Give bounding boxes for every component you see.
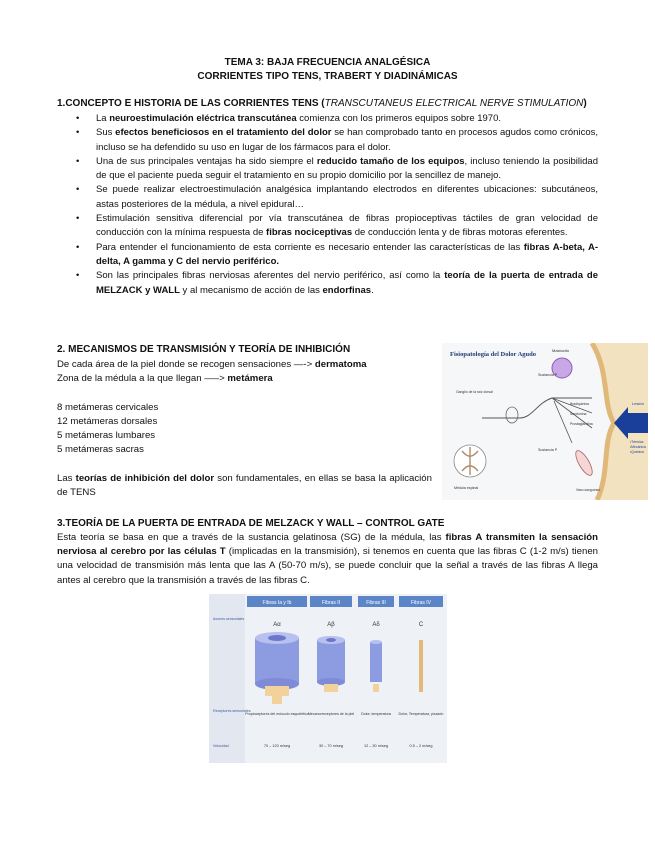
fig1-sp-bottom: Sustancia P: [538, 448, 558, 452]
fig2-header-3: Fibras III: [366, 600, 386, 606]
bullet-7: • Son las principales fibras nerviosas aferentes del nervio periférico, así como la teoría de la puerta de entrada de MELZACK y WALL y al mecanismo de acción de las endorfinas.: [76, 269, 598, 298]
fig2-speed-1: 70 – 120 m/seg: [263, 744, 291, 748]
fig2-row-label-receptores: Receptores sensoriales: [213, 709, 251, 713]
pain-physiology-figure: [442, 343, 648, 500]
doc-title-line1: TEMA 3: BAJA FRECUENCIA ANALGÉSICA: [224, 57, 431, 68]
fig2-speed-3: 12 – 30 m/seg: [363, 744, 389, 748]
fig2-greek-2: Aβ: [327, 622, 335, 628]
fig2-greek-3: Aδ: [372, 622, 380, 628]
fig2-speed-4: 0.5 – 2 m/seg: [409, 744, 433, 748]
section1-bullets: [76, 112, 598, 298]
fig2-receptor-4: Dolor, Temperatura, picazón: [398, 712, 444, 716]
fig1-lesion-item-1: •Térmica: [630, 440, 644, 444]
metamera-line: Zona de la médula a la que llegan —–> metámera: [57, 373, 273, 384]
section1-heading: 1.CONCEPTO E HISTORIA DE LAS CORRIENTES TENS (TRANSCUTANEUS ELECTRICAL NERVE STIMULATION): [57, 98, 587, 109]
fig2-receptor-2: Mecanorreceptores de la piel: [307, 712, 355, 716]
bullet-3: • Una de sus principales ventajas ha sido siempre el reducido tamaño de los equipos, incluso teniendo la posibilidad de que el paciente pueda seguir el tratamiento en su propio domicilio por la sencillez de manejo.: [76, 155, 598, 184]
fig2-speed-2: 30 – 70 m/seg: [318, 744, 344, 748]
fig2-header-1: Fibras Ia y Ib: [262, 600, 292, 606]
fig1-lesion: Lesión: [632, 401, 644, 406]
dermatoma-line: De cada área de la piel donde se recogen sensaciones —-> dermatoma: [57, 359, 367, 370]
metameras-lumbares: 5 metámeras lumbares: [57, 430, 156, 441]
fig2-greek-1: Aα: [273, 622, 281, 628]
fig2-receptor-1: Propioceptores del músculo esquelético: [245, 712, 309, 716]
fig1-ganglio: Ganglio de la raíz dorsal: [456, 390, 493, 394]
fig2-header-2: Fibras II: [321, 600, 341, 606]
fig1-serotonina: Serotonina: [570, 412, 587, 416]
metameras-dorsales: 12 metámeras dorsales: [57, 416, 158, 427]
bullet-6: • Para entender el funcionamiento de esta corriente es necesario entender las características de las fibras A-beta, A-delta, A gamma y C del nervio periférico.: [76, 241, 598, 270]
fig1-mastocito: Mastocito: [552, 348, 570, 353]
section3-heading: 3.TEORÍA DE LA PUERTA DE ENTRADA DE MELZACK Y WALL – CONTROL GATE: [57, 518, 445, 529]
fig1-bradiquinina: Bradiquinina: [570, 402, 589, 406]
fig1-medula: Médula espinal: [454, 486, 479, 490]
fiber-a-beta-shape: [317, 636, 345, 692]
fig1-sp-top: Sustancia P: [538, 373, 558, 377]
fig1-lesion-item-2: •Mecánica: [630, 445, 646, 449]
bullet-5: • Estimulación sensitiva diferencial por vía transcutánea de fibras propioceptivas táctiles de gran velocidad de conducción con la mínima respuesta de fibras nociceptivas de conducción lenta y de fibras motoras eferentes.: [76, 212, 598, 241]
section3-paragraph: Esta teoría se basa en que a través de la sustancia gelatinosa (SG) de la médula, las fibras A transmiten la sensación nerviosa al cerebro por las células T (implicadas en la transmisión), si tenemos en cuenta que las fibras C (1-2 m/s) tienen una velocidad de transmisión más lenta que las A (50-70 m/s), se puede concluir que la señal a través de las fibras A llega antes al cerebro que la transmisión a través de las fibras C.: [57, 532, 598, 586]
fig2-header-4: Fibras IV: [410, 600, 432, 606]
fig2-receptor-3: Dolor, temperatura: [361, 712, 391, 716]
metameras-sacras: 5 metámeras sacras: [57, 444, 144, 455]
bullet-1: • La neuroestimulación eléctrica transcutánea comienza con los primeros equipos sobre 1970.: [76, 112, 598, 126]
metameras-cervicales: 8 metámeras cervicales: [57, 402, 159, 413]
section2-heading: 2. MECANISMOS DE TRANSMISIÓN Y TEORÍA DE INHIBICIÓN: [57, 344, 351, 355]
fig1-title: Fisiopatología del Dolor Agudo: [450, 351, 537, 358]
nerve-fibers-figure: [209, 594, 447, 763]
fig1-lesion-item-3: •Química: [630, 450, 644, 454]
fiber-c-shape: [419, 640, 423, 692]
fig2-row-label-velocidad: Velocidad: [213, 744, 229, 748]
spinal-cord-icon: [454, 445, 486, 477]
bullet-4: • Se puede realizar electroestimulación analgésica implantando electrodos en diferentes ubicaciones: subcutáneos, astas posteriores de la médula, a nivel epidural…: [76, 183, 598, 212]
fig1-prostaglandina: Prostaglandina: [570, 422, 593, 426]
section2-paragraph: Las teorías de inhibición del dolor son fundamentales, en ellas se basa la aplicación de TENS: [57, 473, 432, 499]
doc-title-line2: CORRIENTES TIPO TENS, TRABERT Y DIADINÁMICAS: [197, 71, 458, 82]
fig1-vaso: Vaso sanguíneo: [576, 488, 601, 492]
fig2-row-label-axones: Axones sensoriales: [213, 617, 245, 621]
fig2-greek-4: C: [418, 622, 424, 628]
bullet-2: • Sus efectos beneficiosos en el tratamiento del dolor se han comprobado tanto en procesos agudos como crónicos, incluso se ha defendido su uso en lugar de los fármacos para el dolor.: [76, 126, 598, 155]
